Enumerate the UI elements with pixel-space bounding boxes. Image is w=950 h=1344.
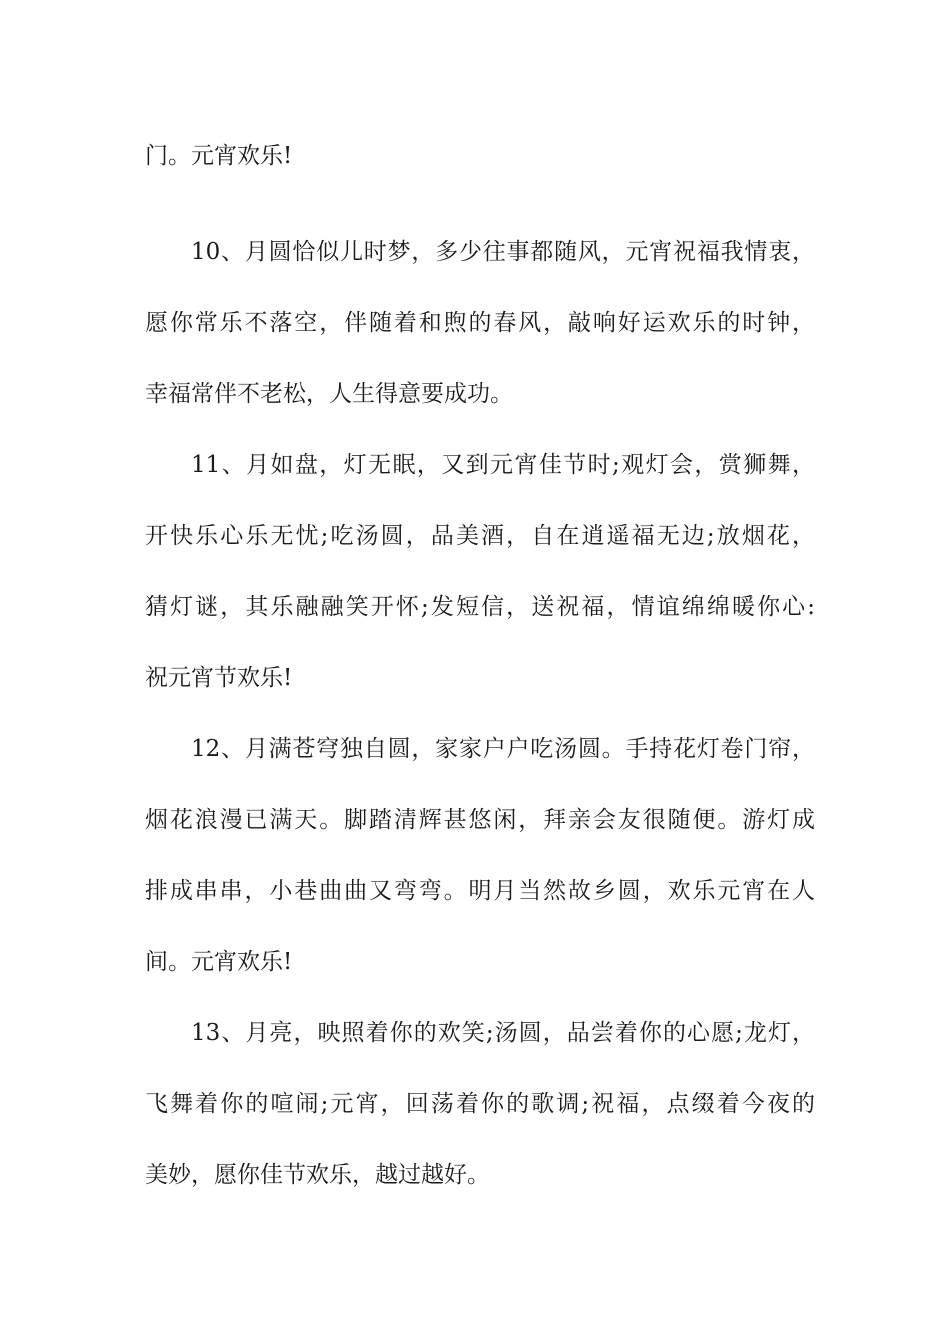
text-line: 开快乐心乐无忧;吃汤圆，品美酒，自在逍遥福无边;放烟花，: [145, 523, 815, 549]
paragraph-12: [145, 725, 815, 986]
text-line: 门。元宵欢乐!: [145, 143, 293, 169]
paragraph-13: [145, 1009, 815, 1199]
text-line: 排成串串，小巷曲曲又弯弯。明月当然故乡圆，欢乐元宵在人: [145, 878, 815, 904]
text-line: 美妙，愿你佳节欢乐，越过越好。: [145, 1162, 490, 1188]
text-line: 10、月圆恰似儿时梦，多少往事都随风，元宵祝福我情衷，: [191, 239, 815, 265]
text-line: 烟花浪漫已满天。脚踏清辉甚悠闲，拜亲会友很随便。游灯成: [145, 807, 815, 833]
text-line: 幸福常伴不老松，人生得意要成功。: [145, 381, 513, 407]
text-line: 祝元宵节欢乐!: [145, 665, 293, 691]
text-line: 11、月如盘，灯无眠，又到元宵佳节时;观灯会，赏狮舞，: [191, 452, 815, 478]
paragraph-10: [145, 228, 815, 418]
text-line: 猜灯谜，其乐融融笑开怀;发短信，送祝福，情谊绵绵暖你心:: [145, 594, 815, 620]
text-line: 飞舞着你的喧闹;元宵，回荡着你的歌调;祝福，点缀着今夜的: [145, 1091, 815, 1117]
text-line: 间。元宵欢乐!: [145, 949, 293, 975]
text-line: 13、月亮，映照着你的欢笑;汤圆，品尝着你的心愿;龙灯，: [191, 1020, 815, 1046]
paragraph-11: [145, 441, 815, 702]
text-line: 愿你常乐不落空，伴随着和煦的春风，敲响好运欢乐的时钟，: [145, 310, 815, 336]
text-line: 12、月满苍穹独自圆，家家户户吃汤圆。手持花灯卷门帘，: [191, 736, 815, 762]
document-body: [145, 132, 815, 1199]
paragraph-continuation: [145, 132, 815, 180]
